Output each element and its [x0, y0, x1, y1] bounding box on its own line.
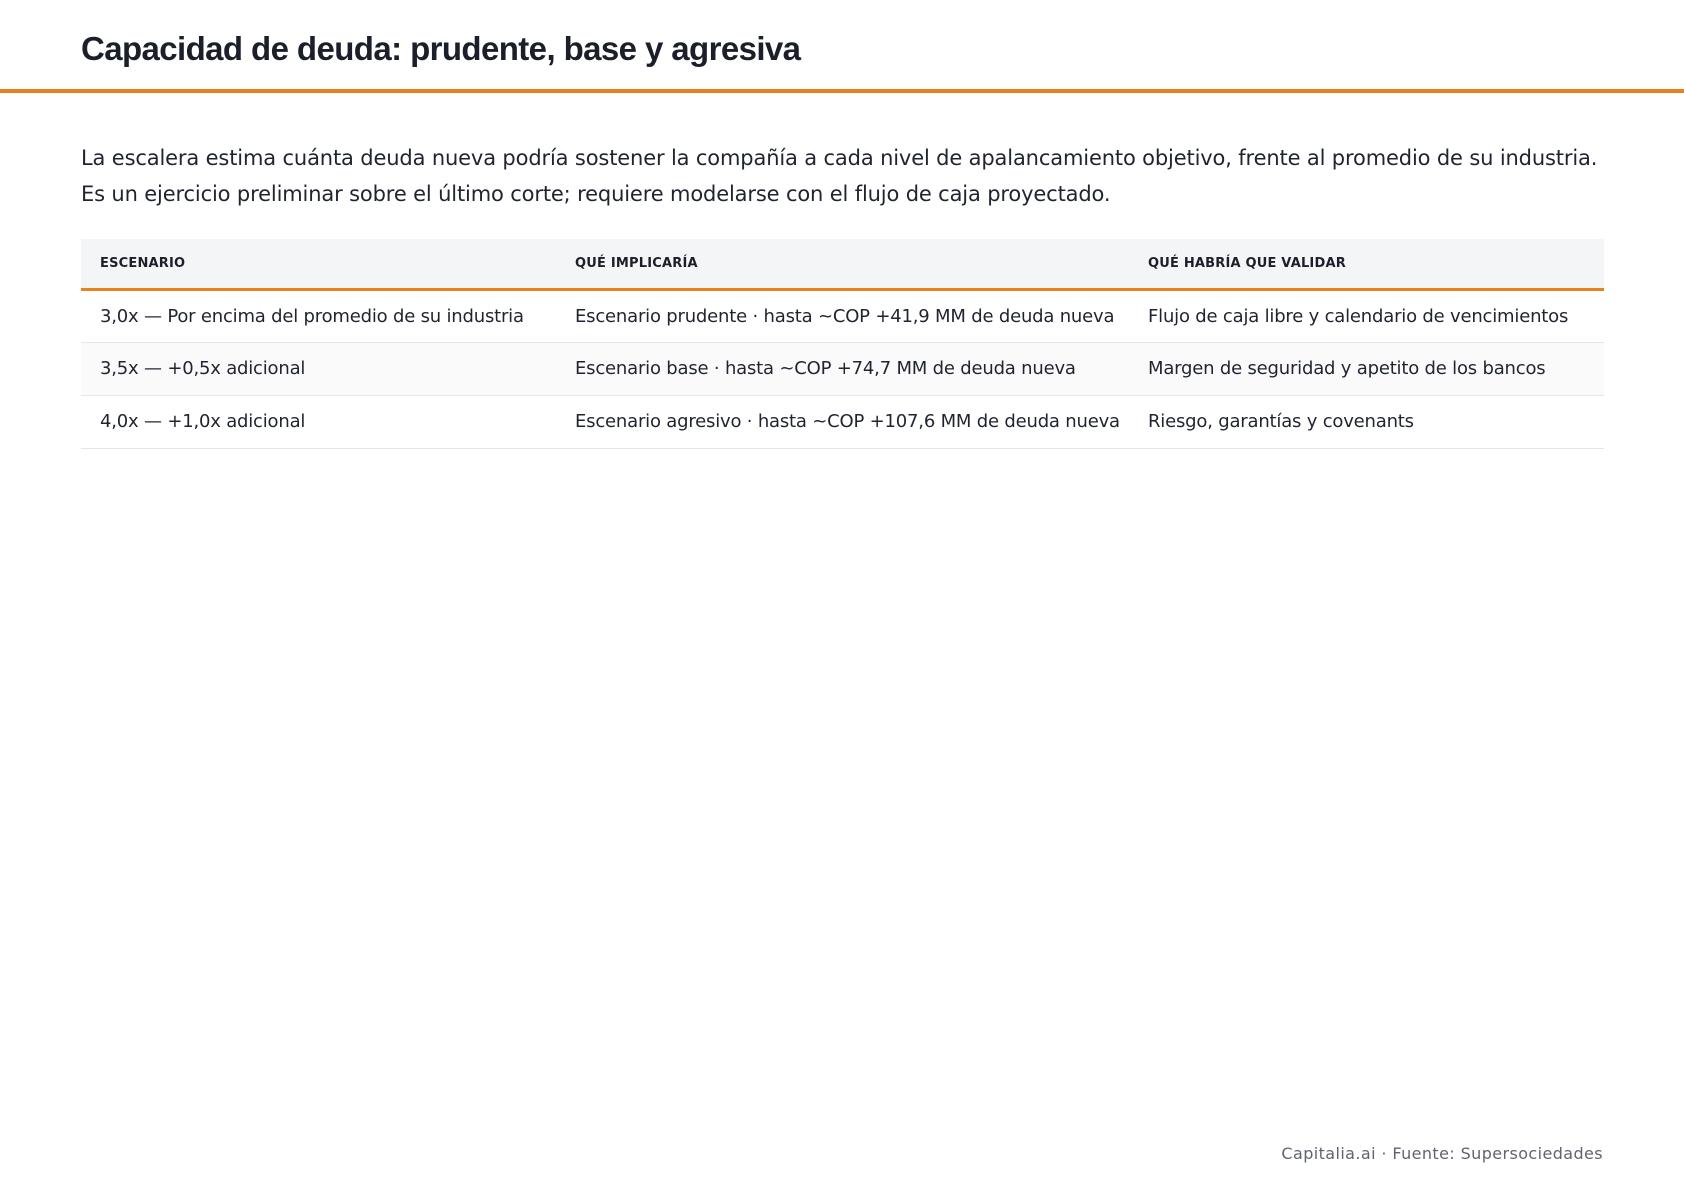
table-cell-validar: Margen de seguridad y apetito de los bancos: [1129, 342, 1604, 395]
table-cell-implicaria: Escenario base · hasta ~COP +74,7 MM de deuda nueva: [556, 342, 1129, 395]
intro-paragraph: La escalera estima cuánta deuda nueva podría sostener la compañía a cada nivel de apalancamiento objetivo, frente al promedio de su industria. Es un ejercicio preliminar sobre el último corte; requiere modelarse con el flujo de caja proyectado.: [81, 146, 1598, 206]
table-cell-validar: Flujo de caja libre y calendario de vencimientos: [1129, 289, 1604, 342]
header: [0, 0, 1684, 93]
table-row: [81, 289, 1604, 342]
table-row: [81, 342, 1604, 395]
table-row: [81, 395, 1604, 448]
column-header-escenario: ESCENARIO: [81, 239, 556, 289]
scenario-table: [81, 239, 1604, 449]
table-cell-implicaria: Escenario agresivo · hasta ~COP +107,6 MM de deuda nueva: [556, 395, 1129, 448]
column-header-validar: QUÉ HABRÍA QUE VALIDAR: [1129, 239, 1604, 289]
table-cell-implicaria: Escenario prudente · hasta ~COP +41,9 MM de deuda nueva: [556, 289, 1129, 342]
table-cell-escenario: 4,0x — +1,0x adicional: [81, 395, 556, 448]
column-header-implicaria: QUÉ IMPLICARÍA: [556, 239, 1129, 289]
table-cell-escenario: 3,0x — Por encima del promedio de su industria: [81, 289, 556, 342]
footer-source: Capitalia.ai · Fuente: Supersociedades: [1281, 1144, 1603, 1163]
table-cell-validar: Riesgo, garantías y covenants: [1129, 395, 1604, 448]
table-cell-escenario: 3,5x — +0,5x adicional: [81, 342, 556, 395]
page-title: Capacidad de deuda: prudente, base y agresiva: [81, 30, 801, 67]
table-header-row: [81, 239, 1604, 289]
